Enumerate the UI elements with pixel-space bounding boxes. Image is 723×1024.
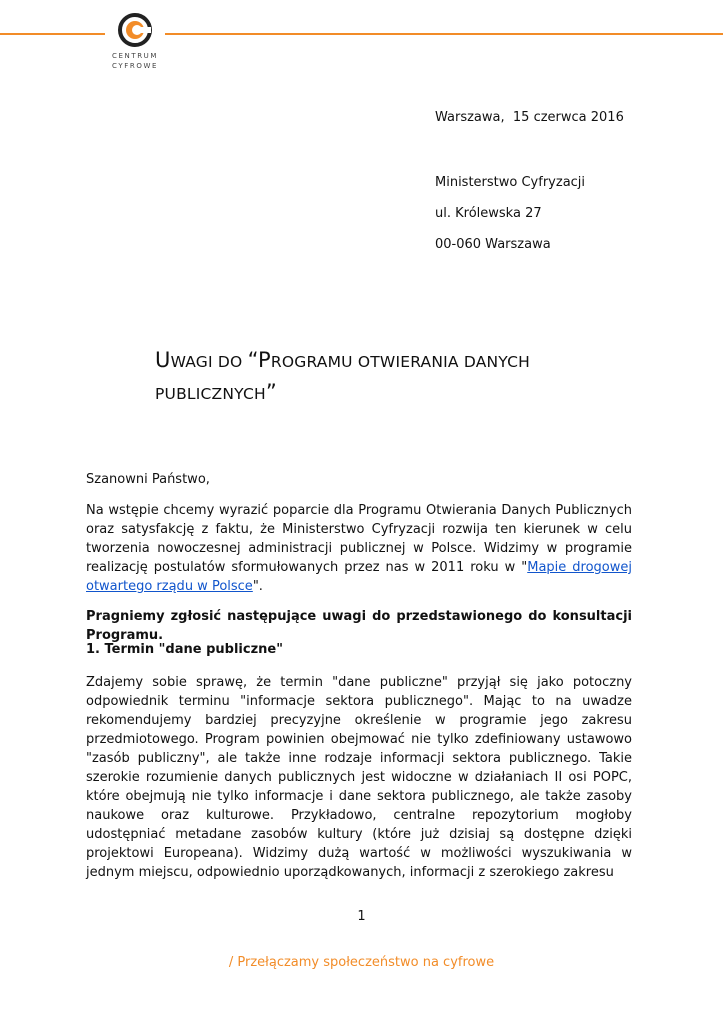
footer-slogan: / Przełączamy społeczeństwo na cyfrowe xyxy=(228,955,495,970)
page-number: 1 xyxy=(357,909,366,924)
recipient-city: 00-060 Warszawa xyxy=(435,237,551,252)
section1-paragraph: Zdajemy sobie sprawę, że termin "dane publiczne" przyjął się jako potoczny odpowiednik terminu "informacje sektora publicznego". Mając to na uwadze rekomendujemy bardziej precyzyjne określenie w programie jego zakresu przedmiotowego. Program powinien obejmować nie tylko zdefiniowany ustawowo "zasób publiczny", ale także inne rodzaje informacji sektora publicznego. Takie szerokie rozumienie danych publicznych jest widoczne w działaniach II osi POPC, które obejmują nie tylko informacje i dane sektora publicznego, ale także zasoby naukowe oraz kulturowe. Przykładowo, centralne repozytorium mogłoby udostępniać metadane zasobów kultury (które już dzisiaj są dostępne dzięki projektowi Europeana). Widzimy dużą wartość w możliwości wyszukiwania w jednym miejscu, odpowiednio uporządkowanych, informacji z szerokiego zakresu xyxy=(86,675,632,880)
lead-paragraph: Pragniemy zgłosić następujące uwagi do przedstawionego do konsultacji Programu. xyxy=(86,609,632,643)
document-title: UWAGI DO “PROGRAMU OTWIERANIA DANYCH PUBLICZNYCH” xyxy=(155,348,531,404)
logo-text-line1: CENTRUM xyxy=(111,52,159,60)
logo-text-line2: CYFROWE xyxy=(112,62,158,70)
recipient-name: Ministerstwo Cyfryzacji xyxy=(435,175,586,190)
letter-date: Warszawa, 15 czerwca 2016 xyxy=(435,110,624,125)
logo-icon xyxy=(115,10,155,50)
greeting: Szanowni Państwo, xyxy=(86,472,210,487)
section1-heading: 1. Termin "dane publiczne" xyxy=(86,642,284,657)
roadmap-link[interactable]: Mapie drogowej otwartego rządu w Polsce xyxy=(86,560,632,594)
logo xyxy=(105,10,165,70)
intro-paragraph: Na wstępie chcemy wyrazić poparcie dla Programu Otwierania Danych Publicznych oraz satysfakcję z faktu, że Ministerstwo Cyfryzacji rozwija ten kierunek w celu tworzenia nowoczesnej administracji publicznej w Polsce. Widzimy w programie realizację postulatów sformułowanych przez nas w 2011 roku w "Mapie drogowej otwartego rządu w Polsce". xyxy=(86,503,632,594)
recipient-street: ul. Królewska 27 xyxy=(435,206,542,221)
